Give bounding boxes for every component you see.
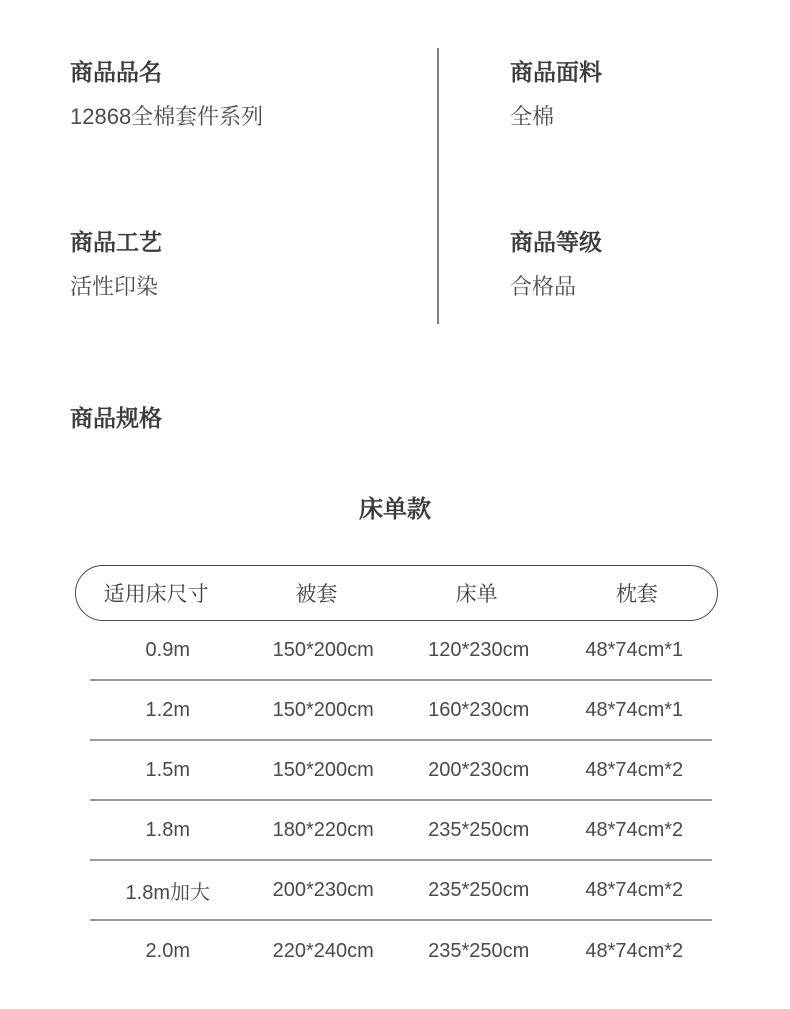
cell-bed-sheet: 235*250cm bbox=[428, 818, 530, 841]
table-row bbox=[90, 921, 712, 981]
cell-duvet-cover: 200*230cm bbox=[272, 878, 374, 901]
size-table-header bbox=[75, 565, 718, 621]
cell-bed-size: 2.0m bbox=[145, 939, 190, 962]
cell-duvet-cover: 220*240cm bbox=[272, 939, 374, 962]
info-item-fabric bbox=[510, 58, 602, 131]
cell-bed-sheet: 235*250cm bbox=[428, 939, 530, 962]
product-name-label: 商品品名 bbox=[70, 59, 162, 85]
vertical-divider bbox=[437, 48, 439, 324]
grade-value: 合格品 bbox=[510, 274, 577, 299]
table-row bbox=[90, 681, 712, 741]
cell-pillowcase: 48*74cm*2 bbox=[585, 758, 684, 781]
cell-duvet-cover: 150*200cm bbox=[272, 758, 374, 781]
cell-bed-sheet: 200*230cm bbox=[428, 758, 530, 781]
cell-bed-size: 1.8m bbox=[145, 818, 190, 841]
cell-bed-size: 0.9m bbox=[145, 638, 190, 661]
cell-bed-sheet: 160*230cm bbox=[428, 698, 530, 721]
info-item-craft bbox=[70, 228, 162, 301]
column-header-bed-size: 适用床尺寸 bbox=[103, 583, 209, 606]
cell-pillowcase: 48*74cm*1 bbox=[585, 698, 684, 721]
cell-bed-size: 1.5m bbox=[145, 758, 190, 781]
fabric-label: 商品面料 bbox=[510, 59, 602, 85]
size-table-title: 床单款 bbox=[359, 496, 431, 523]
table-row bbox=[90, 801, 712, 861]
column-header-bed-sheet: 床单 bbox=[455, 583, 498, 606]
cell-bed-size: 1.8m加大 bbox=[125, 881, 210, 904]
size-table-body bbox=[90, 621, 712, 981]
craft-value: 活性印染 bbox=[70, 274, 159, 299]
spec-section-heading: 商品规格 bbox=[70, 405, 162, 431]
size-table bbox=[75, 565, 718, 981]
grade-label: 商品等级 bbox=[510, 229, 602, 255]
cell-bed-sheet: 235*250cm bbox=[428, 878, 530, 901]
cell-bed-sheet: 120*230cm bbox=[428, 638, 530, 661]
table-row bbox=[90, 621, 712, 681]
fabric-value: 全棉 bbox=[510, 104, 555, 129]
table-row bbox=[90, 861, 712, 921]
craft-label: 商品工艺 bbox=[70, 229, 162, 255]
cell-duvet-cover: 150*200cm bbox=[272, 698, 374, 721]
cell-bed-size: 1.2m bbox=[145, 698, 190, 721]
cell-duvet-cover: 180*220cm bbox=[272, 818, 374, 841]
cell-pillowcase: 48*74cm*2 bbox=[585, 878, 684, 901]
cell-pillowcase: 48*74cm*2 bbox=[585, 939, 684, 962]
column-header-pillowcase: 枕套 bbox=[615, 583, 658, 606]
info-item-product-name bbox=[70, 58, 263, 131]
cell-pillowcase: 48*74cm*2 bbox=[585, 818, 684, 841]
info-item-grade bbox=[510, 228, 602, 301]
product-name-value: 12868全棉套件系列 bbox=[70, 104, 264, 129]
cell-pillowcase: 48*74cm*1 bbox=[585, 638, 684, 661]
table-row bbox=[90, 741, 712, 801]
column-header-duvet-cover: 被套 bbox=[295, 583, 338, 606]
cell-duvet-cover: 150*200cm bbox=[272, 638, 374, 661]
